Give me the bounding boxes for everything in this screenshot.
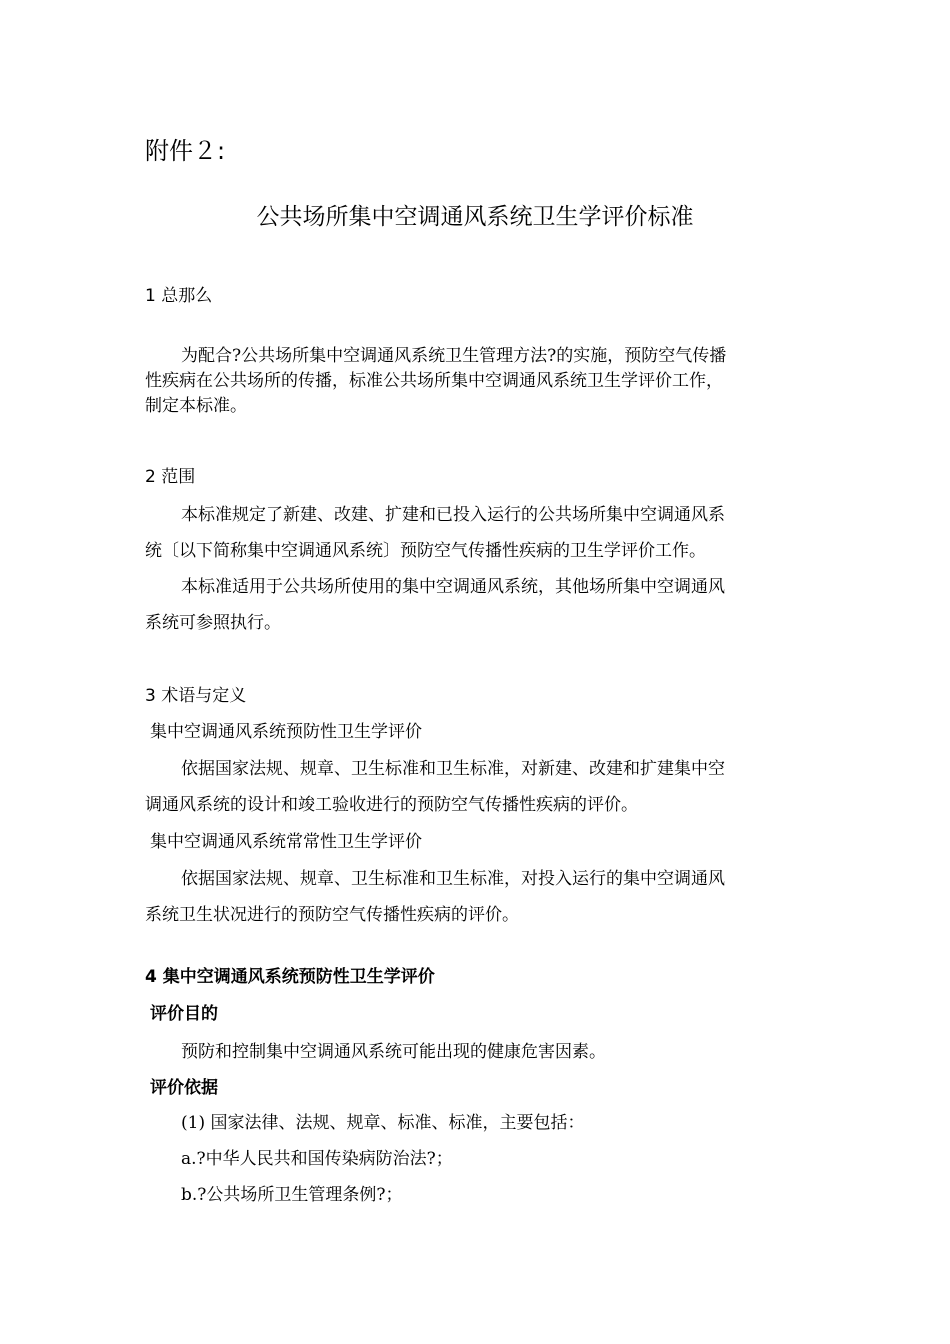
section-2-heading: 2 范围 (145, 467, 196, 487)
basis-intro: (1) 国家法律、法规、规章、标准、标准，主要包括： (181, 1113, 585, 1133)
term-1-definition (145, 751, 810, 823)
paragraph-line: 调通风系统的设计和竣工验收进行的预防空气传播性疾病的评价。 (145, 795, 638, 815)
paragraph-line: 系统可参照执行。 (145, 613, 281, 633)
basis-heading: 评价依据 (150, 1078, 218, 1098)
purpose-heading: 评价目的 (150, 1004, 218, 1024)
term-1: 集中空调通风系统预防性卫生学评价 (150, 722, 422, 742)
paragraph-line: 制定本标准。 (145, 396, 247, 416)
section-3-heading: 3 术语与定义 (145, 686, 247, 706)
paragraph-line: 性疾病在公共场所的传播，标准公共场所集中空调通风系统卫生学评价工作， (145, 371, 723, 391)
purpose-text: 预防和控制集中空调通风系统可能出现的健康危害因素。 (181, 1042, 606, 1062)
paragraph-line: 系统卫生状况进行的预防空气传播性疾病的评价。 (145, 905, 519, 925)
attachment-label: 附件２: (145, 137, 226, 165)
section-1-paragraph (145, 344, 810, 419)
section-2-paragraph-1 (145, 497, 810, 569)
paragraph-line: 依据国家法规、规章、卫生标准和卫生标准，对新建、改建和扩建集中空 (181, 759, 725, 779)
section-2-paragraph-2 (145, 569, 810, 641)
term-2: 集中空调通风系统常常性卫生学评价 (150, 832, 422, 852)
term-2-definition (145, 861, 810, 933)
paragraph-line: 本标准规定了新建、改建、扩建和已投入运行的公共场所集中空调通风系 (181, 505, 725, 525)
section-4-heading: 4 集中空调通风系统预防性卫生学评价 (145, 967, 435, 987)
document-title: 公共场所集中空调通风系统卫生学评价标准 (256, 204, 694, 230)
paragraph-line: 依据国家法规、规章、卫生标准和卫生标准，对投入运行的集中空调通风 (181, 869, 725, 889)
paragraph-line: 本标准适用于公共场所使用的集中空调通风系统，其他场所集中空调通风 (181, 577, 725, 597)
paragraph-line: 为配合?公共场所集中空调通风系统卫生管理方法?的实施，预防空气传播 (181, 346, 727, 366)
paragraph-line: 统〔以下简称集中空调通风系统〕预防空气传播性疾病的卫生学评价工作。 (145, 541, 706, 561)
basis-item: b.?公共场所卫生管理条例?； (181, 1185, 403, 1205)
section-1-heading: 1 总那么 (145, 286, 213, 306)
basis-item: a.?中华人民共和国传染病防治法?； (181, 1149, 453, 1169)
